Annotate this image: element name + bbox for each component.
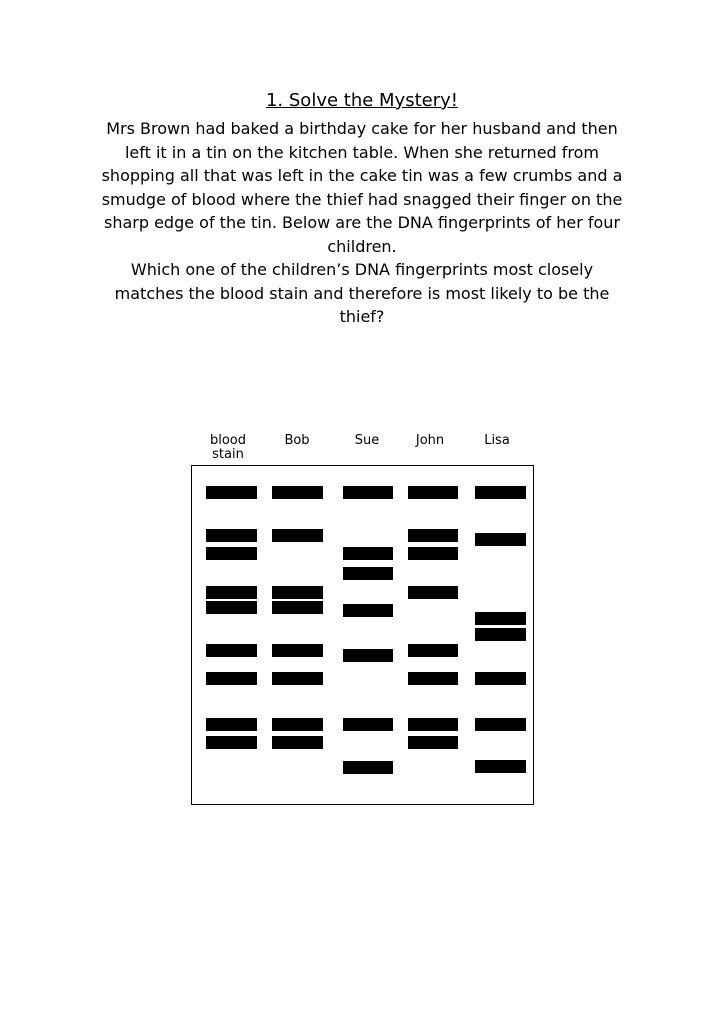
band-blood-stain xyxy=(206,547,257,560)
lane-label-john: John xyxy=(415,433,445,448)
band-bob xyxy=(272,672,323,685)
band-lisa xyxy=(475,486,526,499)
band-bob xyxy=(272,601,323,614)
dna-gel xyxy=(191,465,534,805)
band-lisa xyxy=(475,760,526,773)
story-paragraph: Mrs Brown had baked a birthday cake for her husband and then left it in a tin on the kitchen table. When she returned from shopping all that was left in the cake tin was a few crumbs and a smudge of blood where the thief had snagged their finger on the sharp edge of the tin. Below are the DNA fingerprints of her four children. xyxy=(101,119,623,256)
band-lisa xyxy=(475,533,526,546)
band-blood-stain xyxy=(206,672,257,685)
band-bob xyxy=(272,736,323,749)
band-blood-stain xyxy=(206,601,257,614)
band-sue xyxy=(343,761,393,774)
band-blood-stain xyxy=(206,718,257,731)
band-bob xyxy=(272,529,323,542)
lane-label-lisa: Lisa xyxy=(484,433,510,448)
band-sue xyxy=(343,547,393,560)
band-lisa xyxy=(475,612,526,625)
band-bob xyxy=(272,486,323,499)
band-sue xyxy=(343,649,393,662)
band-john xyxy=(408,672,458,685)
band-john xyxy=(408,736,458,749)
band-bob xyxy=(272,586,323,599)
band-john xyxy=(408,586,458,599)
lane-label-bob: Bob xyxy=(284,433,310,448)
band-bob xyxy=(272,718,323,731)
band-john xyxy=(408,529,458,542)
band-john xyxy=(408,547,458,560)
band-sue xyxy=(343,604,393,617)
band-bob xyxy=(272,644,323,657)
question-paragraph: Which one of the children’s DNA fingerprints most closely matches the blood stain and therefore is most likely to be the thief? xyxy=(114,260,610,326)
band-lisa xyxy=(475,628,526,641)
band-blood-stain xyxy=(206,586,257,599)
band-blood-stain xyxy=(206,529,257,542)
band-lisa xyxy=(475,718,526,731)
band-blood-stain xyxy=(206,736,257,749)
band-sue xyxy=(343,718,393,731)
band-blood-stain xyxy=(206,486,257,499)
lane-label-sue: Sue xyxy=(354,433,380,448)
band-john xyxy=(408,718,458,731)
band-sue xyxy=(343,567,393,580)
band-john xyxy=(408,486,458,499)
band-blood-stain xyxy=(206,644,257,657)
band-lisa xyxy=(475,672,526,685)
lane-label-blood-stain: blood stain xyxy=(209,433,247,462)
band-sue xyxy=(343,486,393,499)
band-john xyxy=(408,644,458,657)
worksheet-title: 1. Solve the Mystery! xyxy=(265,90,458,111)
intro-text xyxy=(100,117,624,329)
